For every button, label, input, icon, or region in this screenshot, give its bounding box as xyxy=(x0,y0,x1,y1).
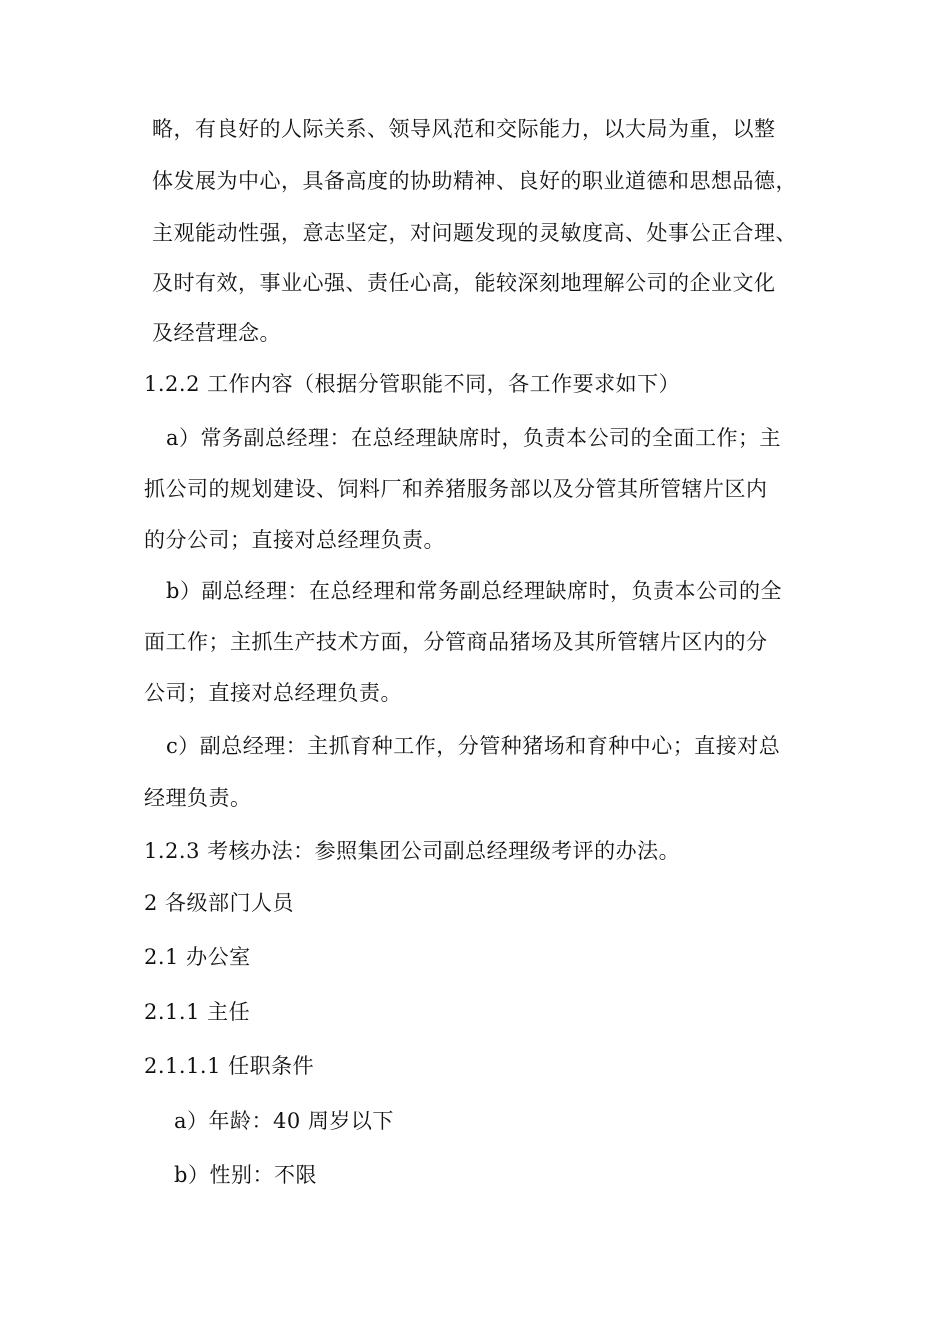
list-item-b: b）副总经理：在总经理和常务副总经理缺席时，负责本公司的全 xyxy=(166,579,782,603)
section-heading-1-2-3: 1.2.3 考核办法：参照集团公司副总经理级考评的办法。 xyxy=(144,839,681,863)
section-heading-2-1-1-1: 2.1.1.1 任职条件 xyxy=(144,1054,315,1078)
section-heading-2-1-1: 2.1.1 主任 xyxy=(144,1000,251,1024)
list-item-gender: b）性别：不限 xyxy=(174,1163,317,1187)
paragraph-line: 主观能动性强，意志坚定，对问题发现的灵敏度高、处事公正合理、 xyxy=(152,221,797,245)
list-item-a: a）常务副总经理：在总经理缺席时，负责本公司的全面工作；主 xyxy=(166,426,782,450)
section-heading-1-2-2: 1.2.2 工作内容（根据分管职能不同，各工作要求如下） xyxy=(144,372,681,396)
section-heading-2-1: 2.1 办公室 xyxy=(144,945,251,969)
list-item-age: a）年龄：40 周岁以下 xyxy=(174,1109,394,1133)
paragraph-line: 抓公司的规划建设、饲料厂和养猪服务部以及分管其所管辖片区内 xyxy=(144,477,768,501)
section-heading-2: 2 各级部门人员 xyxy=(144,891,295,915)
paragraph-line: 面工作；主抓生产技术方面，分管商品猪场及其所管辖片区内的分 xyxy=(144,630,768,654)
paragraph-line: 及时有效，事业心强、责任心高，能较深刻地理解公司的企业文化 xyxy=(152,271,776,295)
paragraph-line: 的分公司；直接对总经理负责。 xyxy=(144,528,445,552)
paragraph-line: 经理负责。 xyxy=(144,786,252,810)
paragraph-line: 公司；直接对总经理负责。 xyxy=(144,681,402,705)
paragraph-line: 体发展为中心，具备高度的协助精神、良好的职业道德和思想品德， xyxy=(152,169,797,193)
paragraph-line: 略，有良好的人际关系、领导风范和交际能力，以大局为重，以整 xyxy=(152,117,776,141)
paragraph-line: 及经营理念。 xyxy=(152,321,281,345)
list-item-c: c）副总经理：主抓育种工作，分管种猪场和育种中心；直接对总 xyxy=(166,734,781,758)
